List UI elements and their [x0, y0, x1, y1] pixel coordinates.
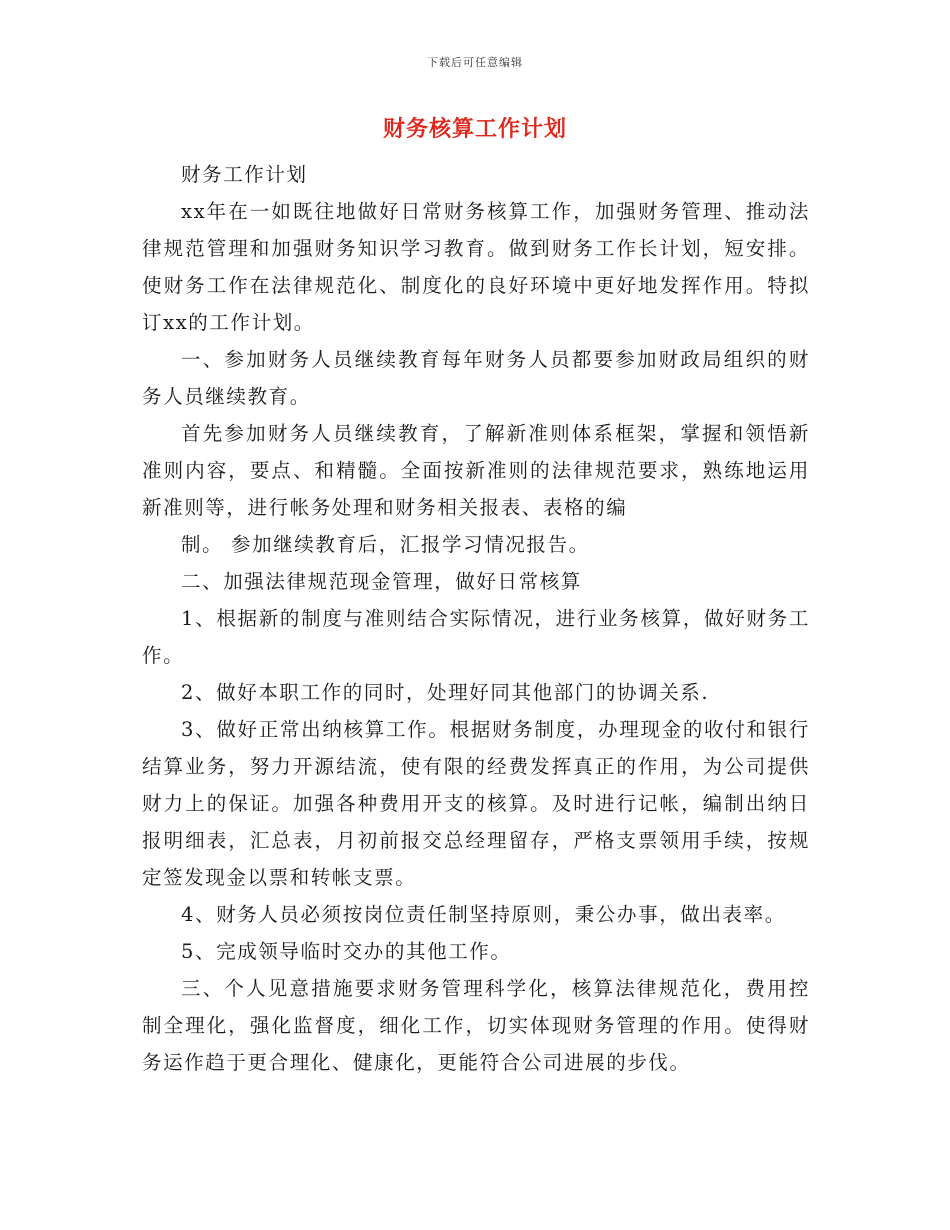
header-note: 下载后可任意编辑: [427, 56, 523, 69]
paragraph-item-1: 1、根据新的制度与准则结合实际情况，进行业务核算，做好财务工作。: [142, 607, 810, 667]
document-body: [142, 156, 810, 1081]
paragraph-section-2: 二、加强法律规范现金管理，做好日常核算: [181, 570, 582, 593]
paragraph-item-5: 5、完成领导临时交办的其他工作。: [181, 940, 512, 963]
paragraph-section-1-continued: 制。 参加继续教育后，汇报学习情况报告。: [181, 533, 590, 556]
document-title: 财务核算工作计划: [382, 116, 567, 142]
paragraph-section-1-detail: 首先参加财务人员继续教育，了解新准则体系框架，掌握和领悟新准则内容，要点、和精髓。全面按新准则的法律规范要求，熟练地运用新准则等，进行帐务处理和财务相关报表、表格的编: [142, 422, 810, 519]
paragraph-item-3: 3、做好正常出纳核算工作。根据财务制度，办理现金的收付和银行结算业务，努力开源结流，使有限的经费发挥真正的作用，为公司提供财力上的保证。加强各种费用开支的核算。及时进行记帐，编制出纳日报明细表，汇总表，月初前报交总经理留存，严格支票领用手续，按规定签发现金以票和转帐支票。: [142, 718, 810, 889]
paragraph-section-1: 一、参加财务人员继续教育每年财务人员都要参加财政局组织的财务人员继续教育。: [142, 348, 810, 408]
paragraph-item-4: 4、财务人员必须按岗位责任制坚持原则，秉公办事，做出表率。: [181, 903, 786, 926]
paragraph-section-3: 三、个人见意措施要求财务管理科学化，核算法律规范化，费用控制全理化，强化监督度，细化工作，切实体现财务管理的作用。使得财务运作趋于更合理化、健康化，更能符合公司进展的步伐。: [142, 977, 810, 1074]
paragraph-intro: xx年在一如既往地做好日常财务核算工作，加强财务管理、推动法律规范管理和加强财务知识学习教育。做到财务工作长计划，短安排。使财务工作在法律规范化、制度化的良好环境中更好地发挥作用。特拟订xx的工作计划。: [142, 200, 810, 334]
paragraph-heading: 财务工作计划: [181, 163, 308, 186]
paragraph-item-2: 2、做好本职工作的同时，处理好同其他部门的协调关系.: [181, 681, 710, 704]
